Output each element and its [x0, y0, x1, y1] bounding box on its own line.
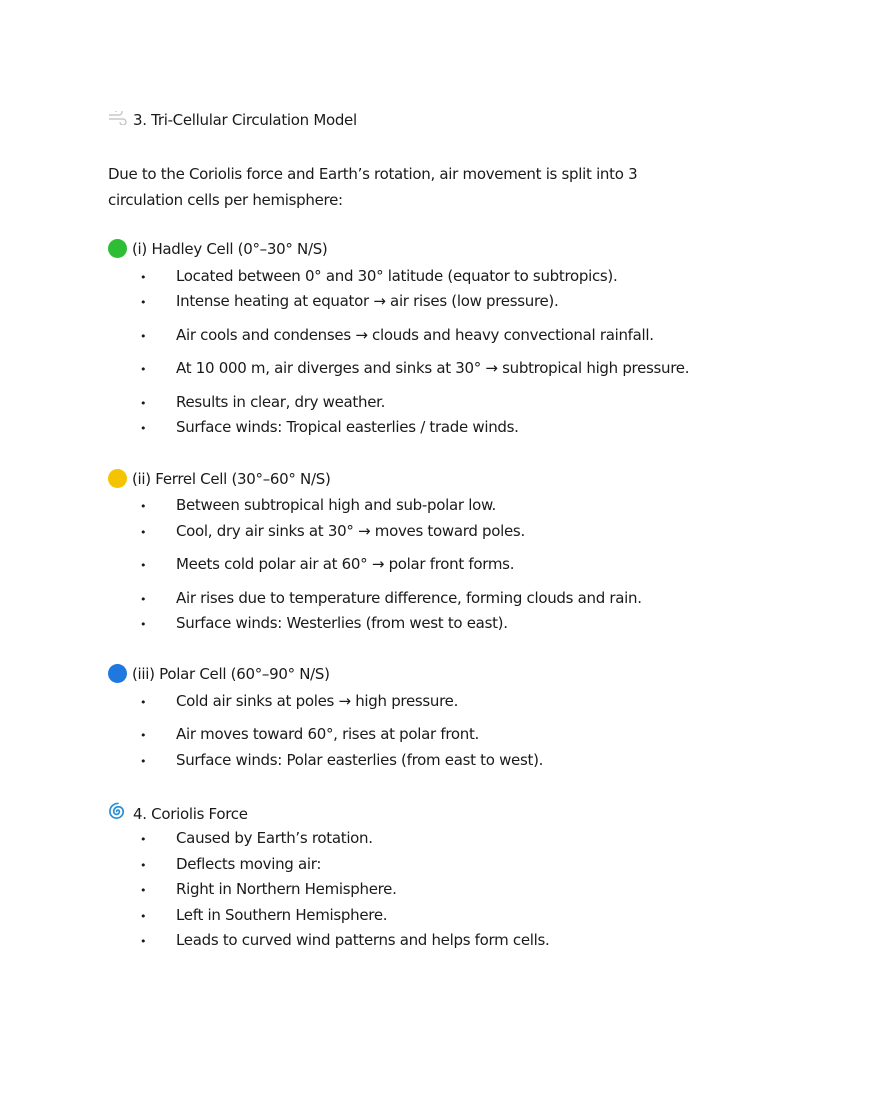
list-item: [140, 855, 321, 873]
bullet-icon: •: [140, 884, 147, 897]
list-item-text: Left in Southern Hemisphere.: [176, 906, 388, 924]
list-item: [140, 692, 458, 710]
hadley-title: (i) Hadley Cell (0°–30° N/S): [132, 239, 328, 258]
list-item-text: Between subtropical high and sub-polar low.: [176, 496, 497, 514]
list-item: [140, 589, 642, 607]
list-item-text: Right in Northern Hemisphere.: [176, 880, 397, 898]
list-item-text: Leads to curved wind patterns and helps form cells.: [176, 931, 550, 949]
section-heading-tri-cellular: [108, 111, 357, 129]
cyclone-icon: [108, 802, 128, 826]
intro-paragraph: Due to the Coriolis force and Earth’s rotation, air movement is split into 3 circulation cells per hemisphere:: [108, 165, 638, 209]
list-item: [140, 418, 519, 436]
bullet-icon: •: [140, 935, 147, 948]
ferrel-cell-heading: [108, 469, 331, 488]
bullet-icon: •: [140, 500, 147, 513]
wind-icon: [108, 111, 128, 129]
bullet-icon: •: [140, 618, 147, 631]
polar-cell-heading: [108, 664, 330, 683]
list-item: [140, 614, 508, 632]
bullet-icon: •: [140, 526, 147, 539]
bullet-icon: •: [140, 422, 147, 435]
bullet-icon: •: [140, 296, 147, 309]
list-item-text: Located between 0° and 30° latitude (equator to subtropics).: [176, 267, 618, 285]
list-item: [140, 522, 525, 540]
list-item-text: Cold air sinks at poles → high pressure.: [176, 692, 459, 710]
bullet-icon: •: [140, 271, 147, 284]
list-item: [140, 292, 558, 310]
bullet-icon: •: [140, 363, 147, 376]
list-item-text: Air cools and condenses → clouds and heavy convectional rainfall.: [176, 326, 654, 344]
list-item-text: Air rises due to temperature difference, forming clouds and rain.: [176, 589, 642, 607]
list-item: [140, 725, 479, 743]
list-item: [140, 393, 385, 411]
bullet-icon: •: [140, 397, 147, 410]
bullet-icon: •: [140, 559, 147, 572]
yellow-circle-icon: [108, 469, 127, 488]
bullet-icon: •: [140, 330, 147, 343]
coriolis-title: 4. Coriolis Force: [133, 805, 248, 823]
list-item: [140, 829, 373, 847]
section-heading-coriolis: [108, 802, 248, 826]
list-item: [140, 267, 617, 285]
polar-title: (iii) Polar Cell (60°–90° N/S): [132, 664, 330, 683]
list-item-text: Meets cold polar air at 60° → polar front forms.: [176, 555, 515, 573]
list-item: [140, 751, 543, 769]
bullet-icon: •: [140, 910, 147, 923]
section-title: 3. Tri-Cellular Circulation Model: [133, 111, 357, 129]
bullet-icon: •: [140, 833, 147, 846]
list-item-text: Deflects moving air:: [176, 855, 322, 873]
list-item-text: Air moves toward 60°, rises at polar front.: [176, 725, 480, 743]
blue-circle-icon: [108, 664, 127, 683]
bullet-icon: •: [140, 593, 147, 606]
list-item: [140, 359, 689, 377]
green-circle-icon: [108, 239, 127, 258]
bullet-icon: •: [140, 755, 147, 768]
list-item: [140, 880, 397, 898]
list-item: [140, 906, 387, 924]
list-item-text: Results in clear, dry weather.: [176, 393, 386, 411]
list-item-text: Intense heating at equator → air rises (low pressure).: [176, 292, 559, 310]
bullet-icon: •: [140, 729, 147, 742]
list-item: [140, 931, 550, 949]
list-item: [140, 326, 654, 344]
list-item-text: Surface winds: Polar easterlies (from east to west).: [176, 751, 544, 769]
list-item: [140, 496, 496, 514]
list-item-text: Surface winds: Westerlies (from west to east).: [176, 614, 508, 632]
list-item-text: Caused by Earth’s rotation.: [176, 829, 373, 847]
list-item: [140, 555, 514, 573]
bullet-icon: •: [140, 859, 147, 872]
list-item-text: At 10 000 m, air diverges and sinks at 30° → subtropical high pressure.: [176, 359, 690, 377]
list-item-text: Cool, dry air sinks at 30° → moves toward poles.: [176, 522, 525, 540]
bullet-icon: •: [140, 696, 147, 709]
list-item-text: Surface winds: Tropical easterlies / trade winds.: [176, 418, 519, 436]
ferrel-title: (ii) Ferrel Cell (30°–60° N/S): [132, 469, 331, 488]
hadley-cell-heading: [108, 239, 327, 258]
